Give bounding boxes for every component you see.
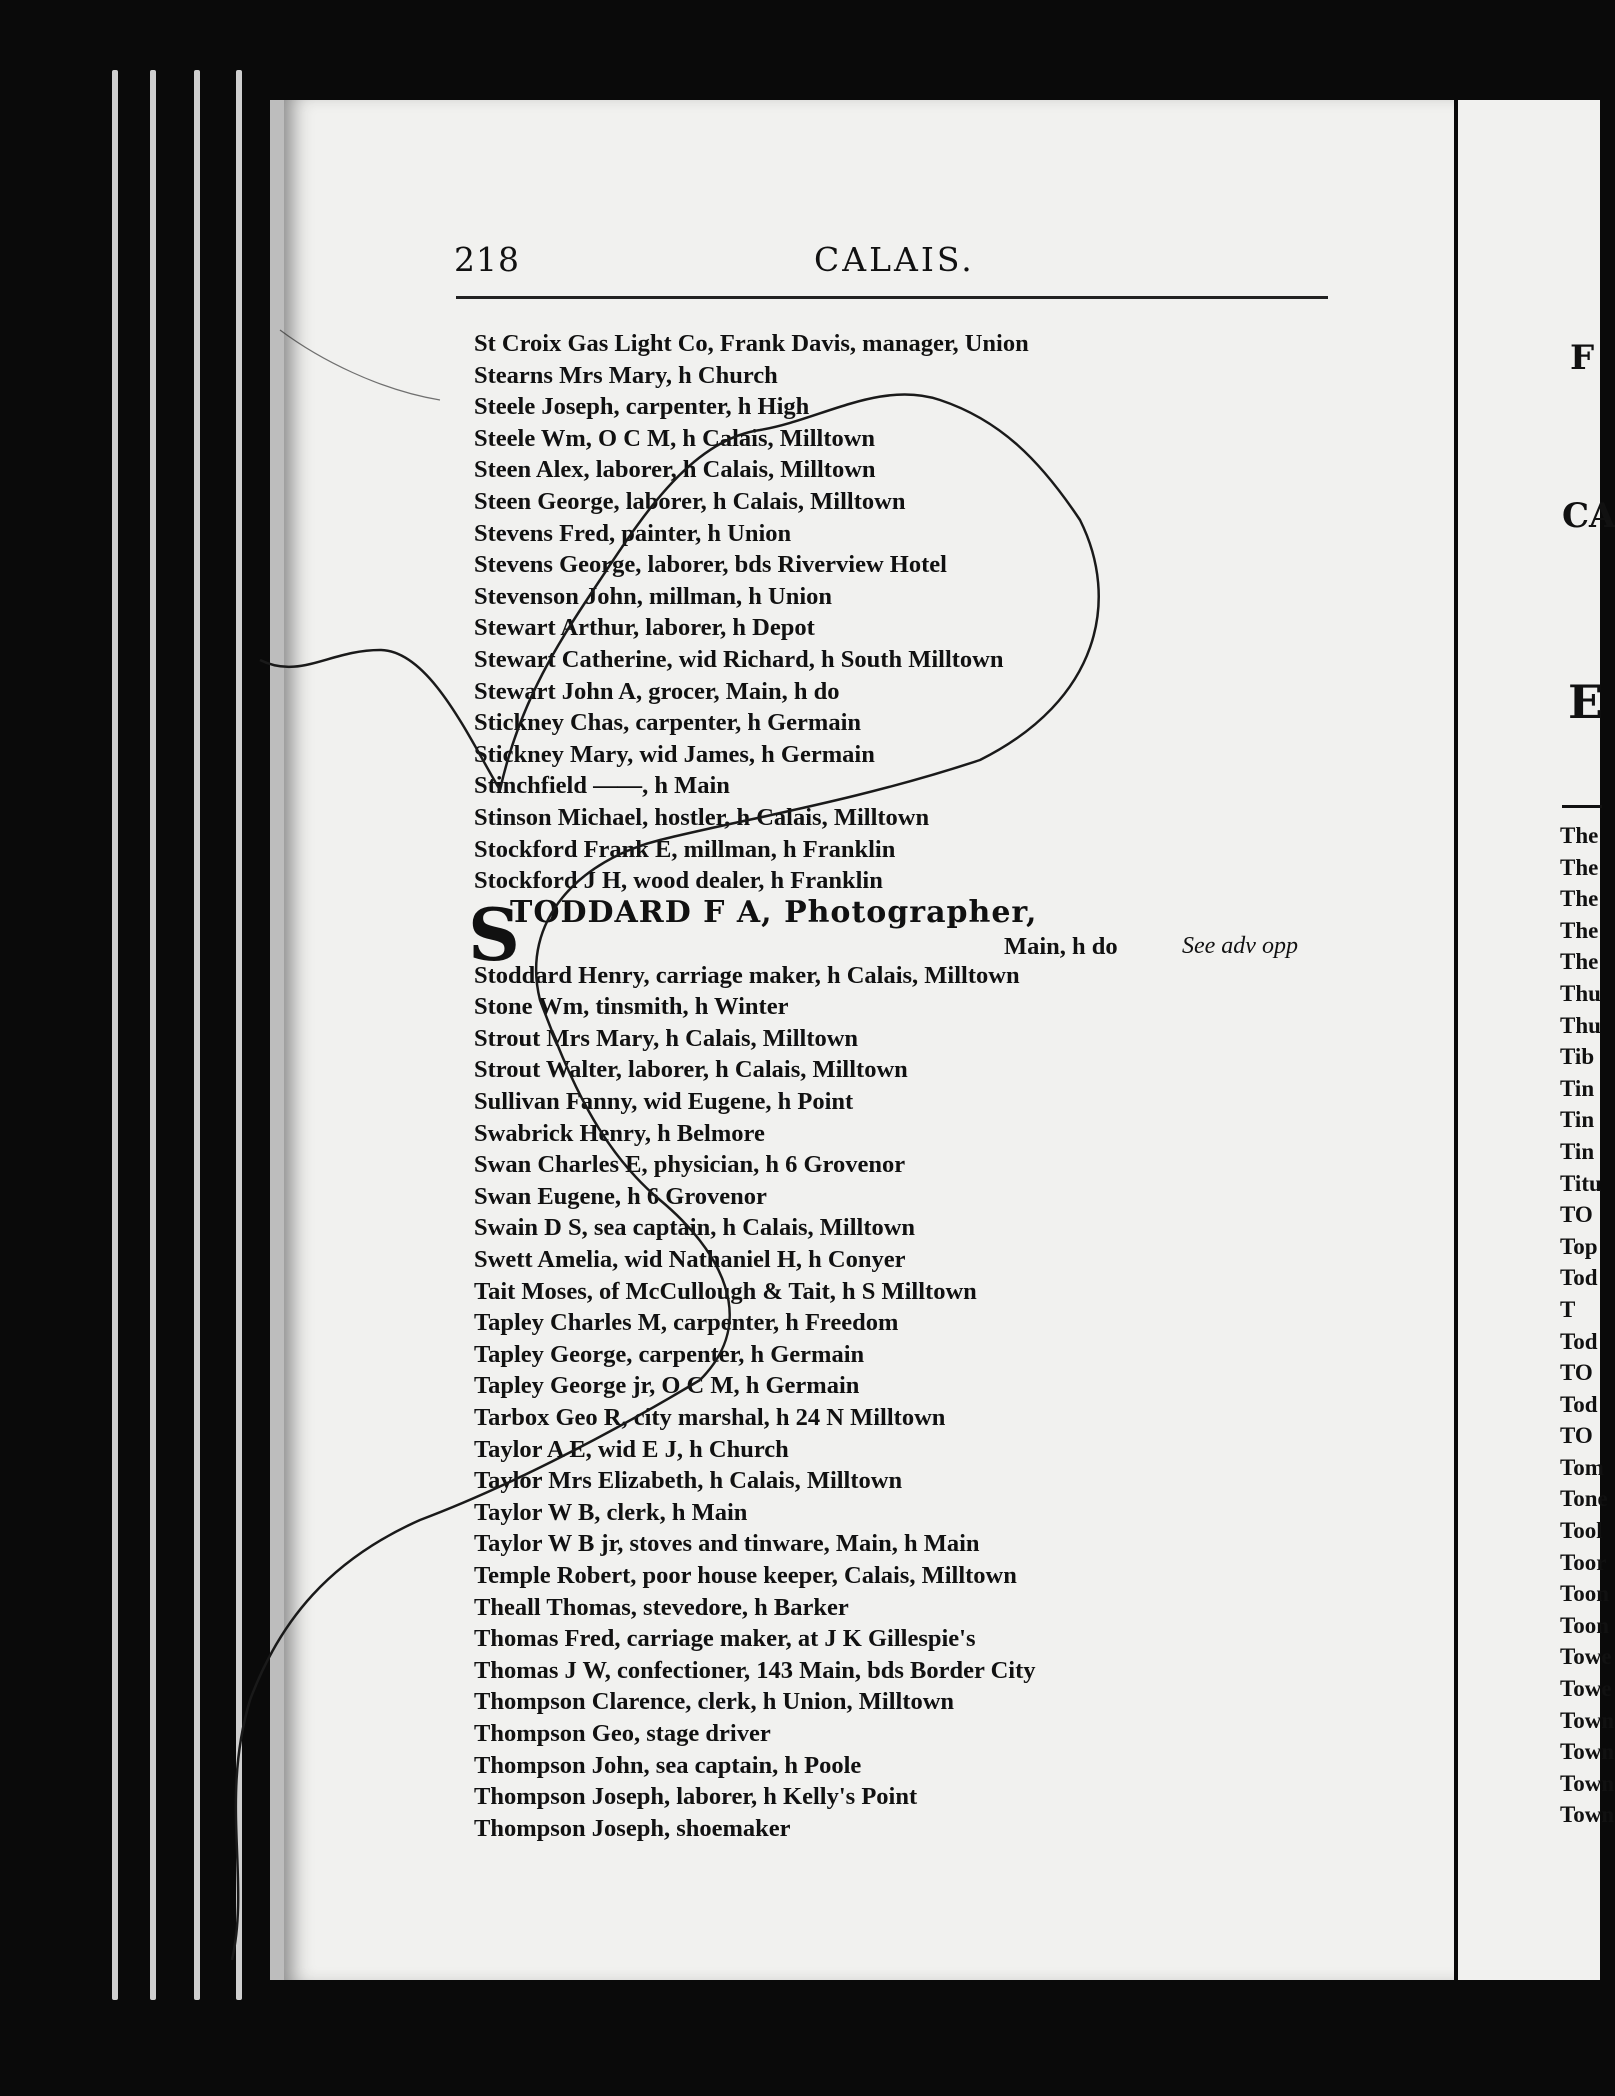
directory-entry: Strout Walter, laborer, h Calais, Milltown: [474, 1056, 908, 1084]
directory-entry: Thompson Joseph, shoemaker: [474, 1814, 791, 1842]
facing-page-entry-fragment: TO: [1560, 1202, 1593, 1228]
facing-page-entry-fragment: Tin: [1560, 1107, 1595, 1133]
facing-page-entry-fragment: TO: [1560, 1423, 1593, 1449]
directory-entry: Taylor A E, wid E J, h Church: [474, 1435, 789, 1463]
facing-page-entry-fragment: Town: [1560, 1770, 1615, 1796]
facing-page-entry-fragment: Toon: [1560, 1612, 1610, 1638]
directory-entry: Stevens Fred, painter, h Union: [474, 519, 792, 547]
directory-entry: Stewart Catherine, wid Richard, h South Milltown: [474, 645, 1004, 673]
advert-note: See adv opp: [1182, 932, 1298, 959]
facing-page-entry-fragment: Towe: [1560, 1676, 1612, 1702]
page-title: CALAIS.: [814, 240, 975, 279]
directory-entry: Taylor Mrs Elizabeth, h Calais, Milltown: [474, 1467, 903, 1495]
directory-entry: Stockford Frank E, millman, h Franklin: [474, 835, 896, 863]
directory-entry: Tait Moses, of McCullough & Tait, h S Milltown: [474, 1277, 977, 1305]
directory-entry: Thompson Geo, stage driver: [474, 1719, 771, 1747]
directory-entry: St Croix Gas Light Co, Frank Davis, manager, Union: [474, 330, 1029, 357]
facing-page-entry-fragment: Tin: [1560, 1075, 1595, 1101]
directory-entry: Stevens George, laborer, bds Riverview Hotel: [474, 551, 947, 579]
advert-name: TODDARD F A, Photographer,: [510, 894, 1038, 930]
directory-entry: Stearns Mrs Mary, h Church: [474, 361, 778, 389]
facing-page-entry-fragment: Tin: [1560, 1138, 1595, 1164]
directory-entry: Stevenson John, millman, h Union: [474, 582, 833, 610]
directory-entry: Steen George, laborer, h Calais, Milltown: [474, 487, 906, 515]
facing-page-entry-fragment: Town: [1560, 1739, 1615, 1765]
directory-entry: Stone Wm, tinsmith, h Winter: [474, 993, 789, 1021]
directory-entry: Theall Thomas, stevedore, h Barker: [474, 1593, 849, 1621]
facing-page-entry-fragment: Titu: [1560, 1170, 1602, 1196]
directory-entry: Stewart John A, grocer, Main, h do: [474, 677, 840, 705]
directory-entry: Swain D S, sea captain, h Calais, Milltown: [474, 1214, 916, 1242]
facing-page-entry-fragment: The: [1560, 823, 1599, 848]
directory-entry: Swett Amelia, wid Nathaniel H, h Conyer: [474, 1246, 906, 1274]
directory-entry: Tapley George, carpenter, h Germain: [474, 1340, 865, 1368]
directory-entry: Swan Charles E, physician, h 6 Grovenor: [474, 1151, 906, 1179]
directory-entry: Thomas Fred, carriage maker, at J K Gillespie's: [474, 1625, 976, 1653]
facing-page-entry-fragment: Thu: [1560, 980, 1601, 1006]
facing-page-heading: E: [1568, 675, 1604, 729]
facing-page-entry-fragment: Tool: [1560, 1518, 1603, 1544]
facing-page-entry-fragment: Thu: [1560, 1012, 1601, 1038]
directory-entry: Thompson Clarence, clerk, h Union, Milltown: [474, 1688, 955, 1716]
directory-entry: Steen Alex, laborer, h Calais, Milltown: [474, 456, 876, 484]
facing-page-entry-fragment: Town: [1560, 1802, 1615, 1828]
directory-entry: Tapley Charles M, carpenter, h Freedom: [474, 1309, 899, 1337]
facing-page-entry-fragment: Town: [1560, 1707, 1615, 1733]
facing-page-entry-fragment: Toor: [1560, 1549, 1607, 1575]
facing-page-entry-fragment: Tib: [1560, 1044, 1595, 1070]
directory-entry: Stewart Arthur, laborer, h Depot: [474, 614, 815, 642]
facing-page-entry-fragment: The: [1560, 917, 1599, 943]
directory-entry: Steele Joseph, carpenter, h High: [474, 393, 810, 421]
facing-page-entry-fragment: Tod: [1560, 1265, 1598, 1291]
facing-page-entry-fragment: The: [1560, 854, 1599, 880]
directory-entry: Tarbox Geo R, city marshal, h 24 N Milltown: [474, 1404, 946, 1431]
directory-entry: Stickney Chas, carpenter, h Germain: [474, 709, 861, 737]
facing-page-entry-fragment: The: [1560, 886, 1599, 912]
facing-page-heading: CA: [1562, 496, 1615, 536]
facing-page-entry-fragment: Tod: [1560, 1328, 1598, 1354]
directory-entry: Swan Eugene, h 6 Grovenor: [474, 1182, 767, 1210]
directory-entry: Thompson Joseph, laborer, h Kelly's Point: [474, 1783, 918, 1811]
facing-page-entry-fragment: Toon: [1560, 1581, 1610, 1607]
facing-page-entry-fragment: Top: [1560, 1233, 1598, 1259]
directory-entry: Stoddard Henry, carriage maker, h Calais, Milltown: [474, 961, 1020, 989]
facing-page-heading: F: [1570, 338, 1595, 378]
facing-page-entry-fragment: Tom: [1560, 1454, 1604, 1480]
directory-entry: Stinson Michael, hostler, h Calais, Milltown: [474, 803, 930, 831]
directory-entry: Stinchfield ——, h Main: [474, 772, 730, 800]
directory-entry: Temple Robert, poor house keeper, Calais, Milltown: [474, 1561, 1017, 1589]
page-number: 218: [454, 240, 520, 279]
directory-entry: Steele Wm, O C M, h Calais, Milltown: [474, 424, 876, 452]
advert-address: Main, h do: [1004, 932, 1118, 960]
directory-entry: Thomas J W, confectioner, 143 Main, bds Border City: [474, 1656, 1036, 1684]
directory-entry: Stockford J H, wood dealer, h Franklin: [474, 867, 883, 895]
directory-entry: Thompson John, sea captain, h Poole: [474, 1751, 862, 1779]
directory-entry: Tapley George jr, O C M, h Germain: [474, 1372, 860, 1400]
directory-entry: Swabrick Henry, h Belmore: [474, 1119, 765, 1147]
directory-entry: Taylor W B jr, stoves and tinware, Main, h Main: [474, 1530, 980, 1558]
directory-entry: Sullivan Fanny, wid Eugene, h Point: [474, 1088, 854, 1116]
facing-page-entry-fragment: TO: [1560, 1360, 1593, 1386]
directory-entry: Strout Mrs Mary, h Calais, Milltown: [474, 1024, 859, 1052]
directory-entry: Stickney Mary, wid James, h Germain: [474, 740, 875, 768]
directory-entry: Taylor W B, clerk, h Main: [474, 1498, 748, 1526]
facing-page-entry-fragment: Tone: [1560, 1486, 1608, 1512]
facing-page-entry-fragment: Tod: [1560, 1391, 1598, 1417]
facing-page-entry-fragment: T: [1560, 1296, 1576, 1322]
facing-page-entry-fragment: The: [1560, 949, 1599, 975]
facing-page-entry-fragment: Towe: [1560, 1644, 1612, 1670]
advert-initial: S: [468, 891, 520, 977]
